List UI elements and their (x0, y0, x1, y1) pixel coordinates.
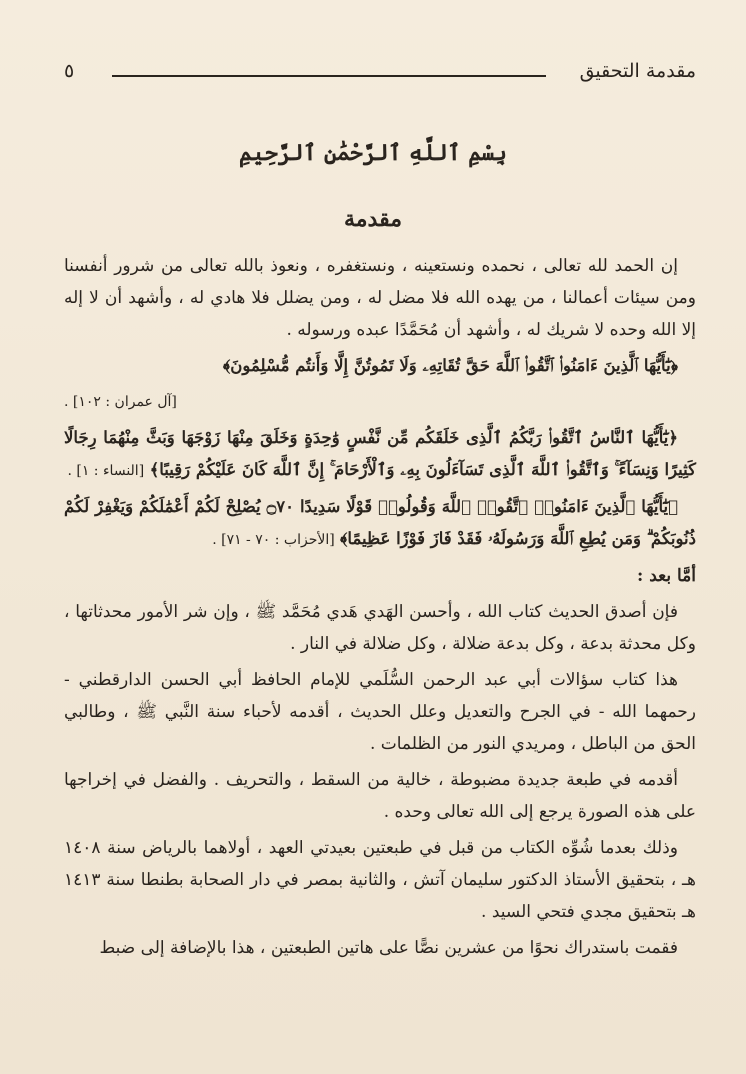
header-title: مقدمة التحقيق (579, 60, 696, 82)
verse-nisa-ref: [النساء : ١] . (67, 463, 145, 479)
verse-nisa: ﴿يَٰٓأَيُّهَا ٱلنَّاسُ ٱتَّقُوا۟ رَبَّكُمُ ٱلَّذِى خَلَقَكُم مِّن نَّفْسٍ وَٰحِدَةٍ وَخَلَقَ مِنْهَا زَوْجَهَا وَبَثَّ مِنْهُمَا رِجَالًا كَثِيرًا وَنِسَآءً ۚ وَٱتَّقُوا۟ ٱللَّهَ ٱلَّذِى تَسَآءَلُونَ بِهِۦ وَٱلْأَرْحَامَ ۚ إِنَّ ٱللَّهَ كَانَ عَلَيْكُمْ رَقِيبًا﴾ (64, 428, 696, 479)
paragraph-book-intro: هذا كتاب سؤالات أبي عبد الرحمن السُّلَمي للإمام الحافظ أبي الحسن الدارقطني - رحمهما الله - في الجرح والتعديل وعلل الحديث ، أقدمه لأحباء سنة النَّبي ﷺ ، وطالبي الحق من الباطل ، ومريدي النور من الظلمات . (64, 670, 696, 754)
verse-block-nisa (64, 422, 696, 487)
header-rule (112, 75, 546, 77)
paragraph-corrections: فقمت باستدراك نحوًا من عشرين نصًّا على هاتين الطبعتين ، هذا بالإضافة إلى ضبط (99, 938, 678, 958)
verse-ahzab: ﴿يَٰٓأَيُّهَا ٱلَّذِينَ ءَامَنُوا۟ ٱتَّقُوا۟ ٱللَّهَ وَقُولُوا۟ قَوْلًا سَدِيدًا ۝٧٠ يُصْلِحْ لَكُمْ أَعْمَٰلَكُمْ وَيَغْفِرْ لَكُمْ ذُنُوبَكُمْ ۗ وَمَن يُطِعِ ٱللَّهَ وَرَسُولَهُۥ فَقَدْ فَازَ فَوْزًا عَظِيمًا﴾ (64, 497, 696, 548)
page-number: ٥ (64, 60, 75, 82)
section-title: مقدمة (343, 206, 403, 232)
paragraph-edition: أقدمه في طبعة جديدة مضبوطة ، خالية من السقط ، والتحريف . والفضل في إخراجها على هذه الصورة يرجع إلى الله تعالى وحده . (64, 770, 696, 822)
paragraph-hadith: فإن أصدق الحديث كتاب الله ، وأحسن الهَدي هَدي مُحَمَّد ﷺ ، وإن شر الأمور محدثاتها ، وكل محدثة بدعة ، وكل بدعة ضلالة ، وكل ضلالة في النار . (64, 602, 696, 654)
running-header (64, 58, 696, 88)
verse-al-imran: ﴿يَٰٓأَيُّهَا ٱلَّذِينَ ءَامَنُوا۟ ٱتَّقُوا۟ ٱللَّهَ حَقَّ تُقَاتِهِۦ وَلَا تَمُوتُنَّ إِلَّا وَأَنتُم مُّسْلِمُونَ﴾ (223, 356, 678, 375)
body-text (64, 250, 696, 968)
paragraph-previous-editions: وذلك بعدما شُوِّه الكتاب من قبل في طبعتين بعيدتي العهد ، أولاهما بالرياض سنة ١٤٠٨ هـ ، بتحقيق الأستاذ الدكتور سليمان آتش ، والثانية بمصر في دار الصحابة بطنطا سنة ١٤١٣ هـ بتحقيق مجدي فتحي السيد . (64, 838, 696, 922)
verse-al-imran-ref: [آل عمران : ١٠٢] . (64, 394, 177, 410)
verse-block-ahzab (64, 491, 696, 556)
paragraph-opening: إن الحمد لله تعالى ، نحمده ونستعينه ، ونستغفره ، ونعوذ بالله تعالى من شرور أنفسنا ومن سيئات أعمالنا ، من يهده الله فلا مضل له ، ومن يضلل فلا هادي له ، وأشهد أن لا إله إلا الله وحده لا شريك له ، وأشهد أن مُحَمَّدًا عبده ورسوله . (64, 256, 696, 340)
amma-baad-heading: أمَّا بعد : (637, 566, 696, 586)
basmala: بِسْمِ ٱللَّهِ ٱلرَّحْمَٰنِ ٱلرَّحِيمِ (239, 140, 507, 166)
verse-ahzab-ref: [الأحزاب : ٧٠ - ٧١] . (212, 532, 335, 548)
